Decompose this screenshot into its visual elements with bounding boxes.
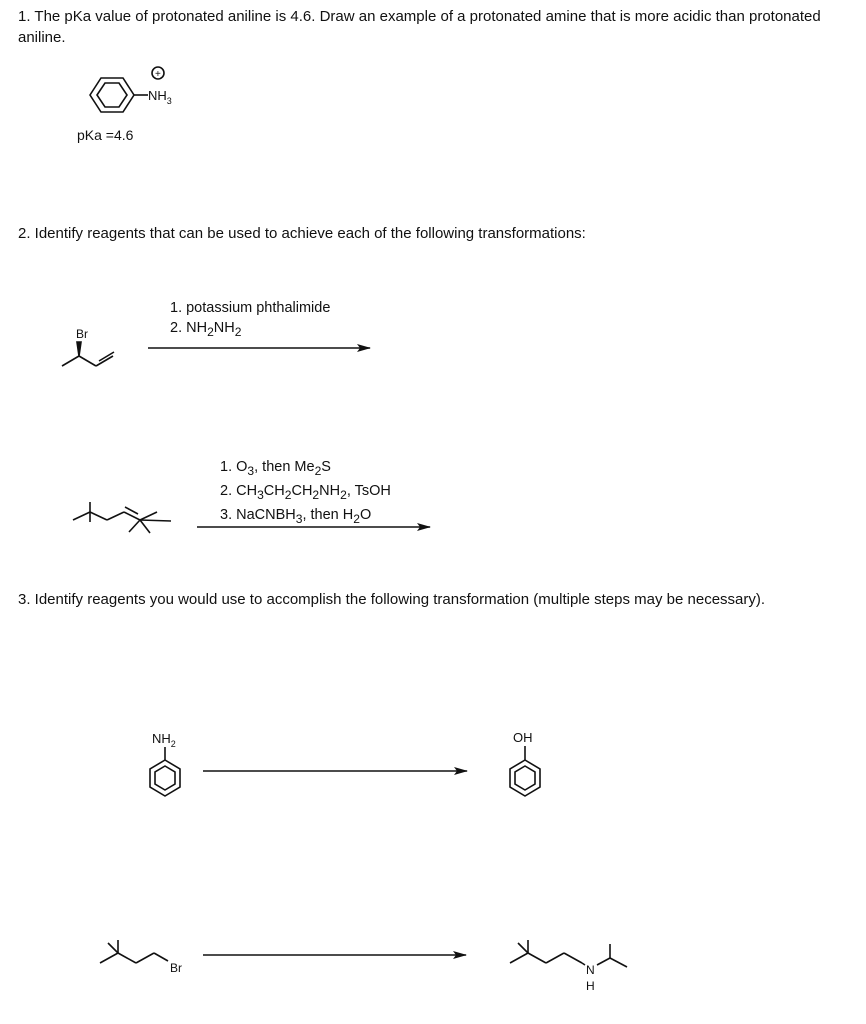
nh2-group (152, 731, 176, 749)
r2-s3-e: O (359, 506, 372, 523)
tbu-1-c (90, 512, 107, 520)
r1-s2-sub1: 2 (207, 324, 214, 339)
nh3-n: NH (148, 88, 167, 103)
r2-s2-d: 2 (284, 487, 292, 502)
r2-s1-a: 1. O (220, 459, 248, 475)
r2-s2-e: CH (291, 482, 313, 499)
am-c-n (582, 963, 585, 965)
br-label-2: Br (170, 961, 182, 975)
bond-2 (79, 356, 96, 366)
question-1-text: 1. The pKa value of protonated aniline is 4.6. Draw an example of a protonated amine that is more acidic than protonated aniline. (18, 8, 821, 46)
question-2-text: 2. Identify reagents that can be used to achieve each of the following transformations: (18, 225, 586, 242)
ab-chain-2 (136, 953, 154, 963)
r1-s2-b: NH (213, 320, 235, 336)
r2-s1-e: S (321, 459, 331, 475)
tbu-2-d (140, 520, 171, 521)
oh-group: OH (513, 730, 533, 745)
r2-s2-c: CH (263, 482, 285, 499)
bond-1 (62, 356, 79, 366)
aniline-inner-ring (155, 766, 175, 790)
am-tbu-c (518, 943, 528, 953)
tbu-2-a (140, 512, 157, 520)
nh3-group (148, 88, 172, 106)
am-ipr-b (610, 958, 627, 967)
r1-s2-sub2: 2 (234, 324, 242, 339)
n-label: N (586, 963, 595, 977)
alkene-structure (73, 502, 171, 533)
tbu-2-b (129, 520, 140, 532)
alkyl-bromide-structure (100, 940, 168, 963)
r1-s2-a: 2. NH (170, 320, 208, 336)
question-3-text: 3. Identify reagents you would use to accomplish the following transformation (multiple steps may be necessary). (18, 591, 766, 608)
ab-c-br (154, 953, 168, 961)
am-chain-2 (546, 953, 564, 963)
phenol-inner-ring (515, 766, 535, 790)
r2-s1-c: , then Me (254, 459, 315, 475)
r2-s1-d: 2 (314, 463, 322, 478)
phenol-structure (510, 746, 540, 796)
r2-s3-c: , then H (302, 506, 354, 523)
ab-tbu-a (100, 953, 118, 963)
am-chain-1 (528, 953, 546, 963)
tbu-2-c (140, 520, 150, 533)
r2-s2-i: , TsOH (346, 482, 391, 499)
tbu-1-a (73, 512, 90, 520)
ab-tbu-c (108, 943, 118, 953)
wedge-bond (77, 342, 81, 356)
r2-s3-a: 3. NaCNBH (220, 506, 296, 523)
r2-s2-f: 2 (312, 487, 320, 502)
r2-s2-h: 2 (340, 487, 347, 502)
reaction-1-step-1: 1. potassium phthalimide (170, 300, 331, 316)
secondary-amine-structure (510, 940, 627, 967)
ch2-bond (107, 512, 124, 520)
nh3-sub: 3 (166, 96, 172, 106)
r2-s3-d: 2 (353, 511, 360, 526)
br-label-1: Br (76, 327, 88, 341)
h-label: H (586, 979, 595, 993)
nh2-n: NH (152, 731, 171, 746)
aniline-structure (150, 747, 180, 796)
nh2-sub: 2 (170, 739, 176, 749)
bromobutene-structure (62, 342, 114, 366)
am-n-c (597, 958, 610, 965)
r2-s2-g: NH (319, 482, 341, 499)
benzene-inner-ring (97, 83, 127, 107)
r2-s2-b: 3 (257, 487, 264, 502)
ab-chain-1 (118, 953, 136, 963)
plus-charge: + (155, 69, 161, 80)
am-chain-3 (564, 953, 582, 963)
r2-s1-b: 3 (247, 463, 255, 478)
r2-s2-a: 2. CH (220, 482, 258, 499)
pka-label: pKa =4.6 (77, 127, 134, 143)
am-tbu-a (510, 953, 528, 963)
r2-s3-b: 3 (295, 511, 303, 526)
